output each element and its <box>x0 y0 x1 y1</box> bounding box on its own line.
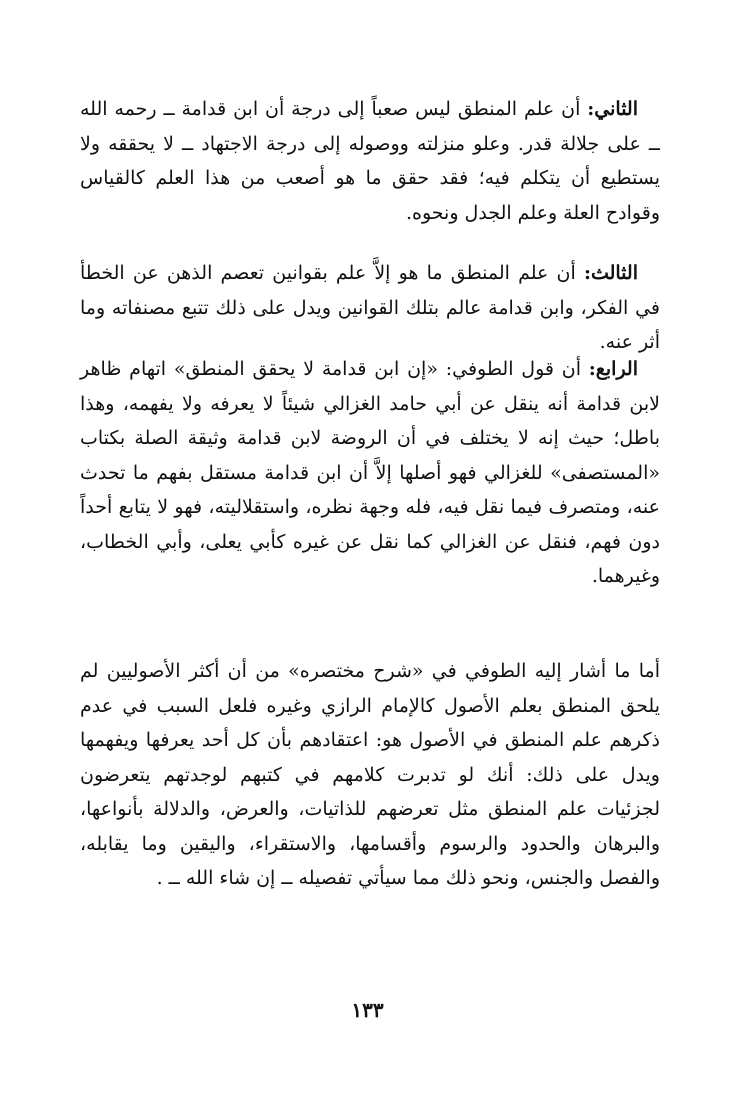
paragraph <box>80 256 660 360</box>
paragraph-text: أن علم المنطق ليس صعباً إلى درجة أن ابن قدامة ــ رحمه الله ــ على جلالة قدر. وعلو منزلته ووصوله إلى درجة الاجتهاد ــ لا يحققه ولا يستطيع أن يتكلم فيه؛ فقد حقق ما هو أصعب من هذا العلم كالقياس وقوادح العلة وعلم الجدل ونحوه. <box>80 98 660 224</box>
paragraph-text: أما ما أشار إليه الطوفي في «شرح مختصره» من أن أكثر الأصوليين لم يلحق المنطق بعلم الأصول كالإمام الرازي وغيره فلعل السبب في عدم ذكرهم علم المنطق في الأصول هو: اعتقادهم بأن كل أحد يعرفها ويفهمها ويدل على ذلك: أنك لو تدبرت كلامهم في كتبهم لوجدتهم يتعرضون لجزئيات علم المنطق مثل تعرضهم للذاتيات، والعرض، والدلالة بأنواعها، والبرهان والحدود والرسوم وأقسامها، والاستقراء، واليقين وما يقابله، والفصل والجنس، ونحو ذلك مما سيأتي تفصيله ــ إن شاء الله ــ . <box>80 660 660 889</box>
paragraph-lead: الثالث: <box>583 262 638 284</box>
paragraph-text: أن قول الطوفي: «إن ابن قدامة لا يحقق المنطق» اتهام ظاهر لابن قدامة أنه ينقل عن أبي حامد الغزالي شيئاً لا يعرفه ولا يفهمه، وهذا باطل؛ حيث إنه لا يختلف في أن الروضة لابن قدامة وثيقة الصلة بكتاب «المستصفى» للغزالي فهو أصلها إلاَّ أن ابن قدامة مستقل بفهم ما تحدث عنه، ومتصرف فيما نقل فيه، فله وجهة نظره، واستقلاليته، فهو لا يتابع أحداً دون فهم، فنقل عن الغزالي كما نقل عن غيره كأبي يعلى، وأبي الخطاب، وغيرهما. <box>80 358 660 587</box>
paragraph-fourth-point <box>80 352 660 594</box>
paragraph <box>80 92 660 230</box>
page-number: ١٣٣ <box>351 998 384 1022</box>
paragraph-lead: الثاني: <box>587 98 638 120</box>
paragraph-closing <box>80 654 660 896</box>
paragraph <box>80 352 660 594</box>
paragraph-lead: الرابع: <box>588 358 638 380</box>
paragraph <box>80 654 660 896</box>
paragraph-third-point <box>80 256 660 360</box>
paragraph-second-point <box>80 92 660 230</box>
paragraph-text: أن علم المنطق ما هو إلاَّ علم بقوانين تعصم الذهن عن الخطأ في الفكر، وابن قدامة عالم بتلك القوانين ويدل على ذلك تتبع مصنفاته وما أثر عنه. <box>80 262 660 353</box>
